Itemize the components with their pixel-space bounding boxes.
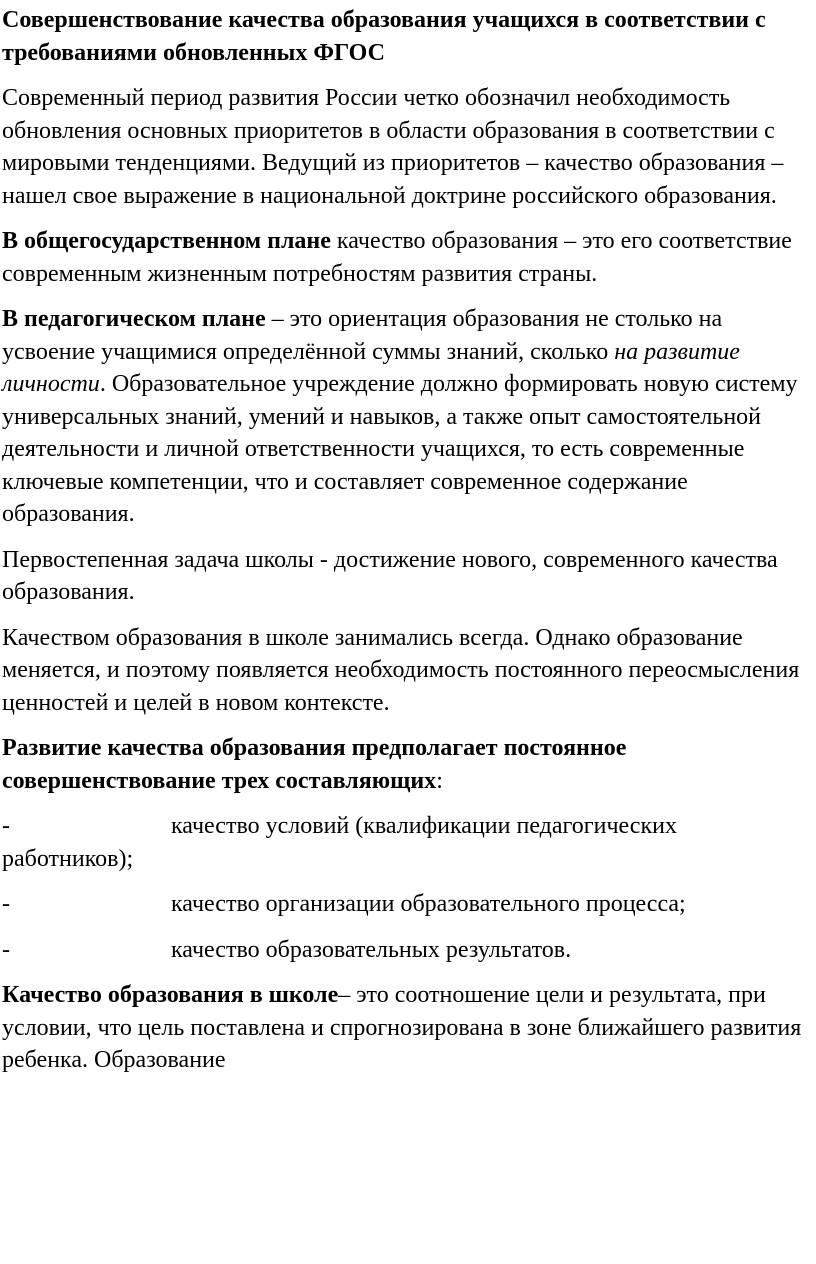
list-item-text: качество условий (квалификации педагогических работников); xyxy=(2,813,677,872)
paragraph-pedagogical-plan-text-2: . Образовательное учреждение должно формировать новую систему универсальных знаний, умений и навыков, а также опыт самостоятельной деятельности и личной ответственности учащихся, то есть современные ключевые компетенции, что и составляет современное содержание образования. xyxy=(2,371,798,527)
paragraph-pedagogical-plan-bold: В педагогическом плане xyxy=(2,306,266,332)
paragraph-components-intro-bold: Развитие качества образования предполагает постоянное совершенствование трех составляющих xyxy=(2,735,627,794)
list-item xyxy=(2,934,810,967)
paragraph-components-intro-colon: : xyxy=(436,767,443,794)
paragraph-components-intro xyxy=(2,732,810,797)
list-item-text: качество организации образовательного процесса; xyxy=(171,891,686,917)
list-item xyxy=(2,810,810,875)
paragraph-intro: Современный период развития России четко обозначил необходимость обновления основных приоритетов в области образования в соответствии с мировыми тенденциями. Ведущий из приоритетов – качество образования – нашел свое выражение в национальной доктрине российского образования. xyxy=(2,85,784,209)
list-dash: - xyxy=(2,936,10,963)
list-dash: - xyxy=(2,813,10,839)
paragraph-pedagogical-plan-italic: на развитие личности xyxy=(2,338,740,397)
paragraph-quality-definition-bold: Качество образования в школе xyxy=(2,982,339,1008)
document-title: Совершенствование качества образования учащихся в соответствии с требованиями обновленных ФГОС xyxy=(2,7,766,66)
list-dash: - xyxy=(2,891,10,917)
paragraph-school-task: Первостепенная задача школы - достижение нового, современного качества образования. xyxy=(2,546,778,605)
paragraph-state-plan-text: качество образования – это его соответствие современным жизненным потребностям развития страны. xyxy=(2,228,792,287)
paragraph-state-plan-bold: В общегосударственном плане xyxy=(2,228,331,254)
paragraph-pedagogical-plan xyxy=(2,303,810,531)
list-item xyxy=(2,888,810,921)
paragraph-quality-definition xyxy=(2,979,810,1077)
paragraph-quality-history: Качеством образования в школе занимались всегда. Однако образование меняется, и поэтому появляется необходимость постоянного переосмысления ценностей и целей в новом контексте. xyxy=(2,624,800,716)
paragraph-state-plan xyxy=(2,225,810,290)
paragraph-quality-definition-text: – это соотношение цели и результата, при условии, что цель поставлена и спрогнозирована в зоне ближайшего развития ребенка. Образование xyxy=(2,982,802,1073)
list-item-text: качество образовательных результатов. xyxy=(171,936,572,963)
paragraph-pedagogical-plan-text-1: – это ориентация образования не столько на усвоение учащимися определённой суммы знаний, сколько xyxy=(2,306,723,365)
